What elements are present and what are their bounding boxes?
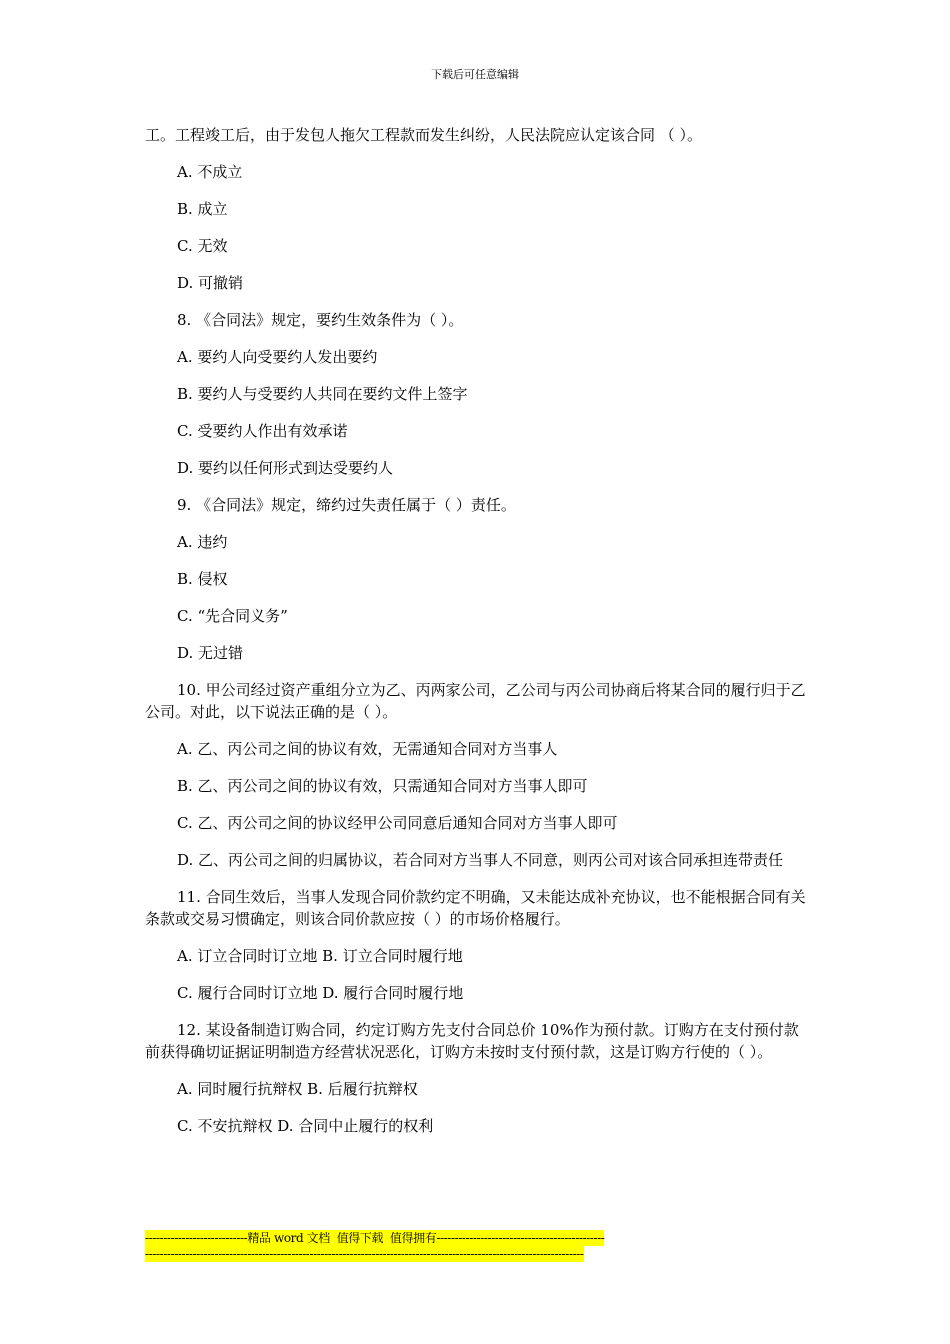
question-12-options-ab: A. 同时履行抗辩权 B. 后履行抗辩权 (177, 1080, 418, 1098)
document-body (145, 124, 810, 1152)
question-8-option-b: B. 要约人与受要约人共同在要约文件上签字 (177, 385, 468, 403)
question-10-stem: 10. 甲公司经过资产重组分立为乙、丙两家公司，乙公司与丙公司协商后将某合同的履行归于乙公司。对此，以下说法正确的是（ ）。 (145, 681, 806, 721)
footer-banner-line-2: ------------------------------------------------------------------------------------------------------------------------ (145, 1247, 584, 1261)
question-11-stem: 11. 合同生效后，当事人发现合同价款约定不明确，又未能达成补充协议，也不能根据合同有关条款或交易习惯确定，则该合同价款应按（ ）的市场价格履行。 (145, 888, 806, 928)
question-9-option-d: D. 无过错 (177, 644, 244, 662)
question-7-option-b: B. 成立 (177, 200, 228, 218)
question-10-option-c: C. 乙、丙公司之间的协议经甲公司同意后通知合同对方当事人即可 (177, 814, 618, 832)
question-9-option-c: C. “先合同义务” (177, 607, 288, 625)
question-8-stem: 8. 《合同法》规定，要约生效条件为（ ）。 (177, 311, 464, 329)
question-11-options-ab: A. 订立合同时订立地 B. 订立合同时履行地 (177, 947, 463, 965)
question-9-stem: 9. 《合同法》规定，缔约过失责任属于（ ）责任。 (177, 496, 516, 514)
question-10-option-b: B. 乙、丙公司之间的协议有效，只需通知合同对方当事人即可 (177, 777, 588, 795)
question-9-option-a: A. 违约 (177, 533, 228, 551)
question-8-option-a: A. 要约人向受要约人发出要约 (177, 348, 378, 366)
question-11-options-cd: C. 履行合同时订立地 D. 履行合同时履行地 (177, 984, 464, 1002)
question-7-stem: 工。工程竣工后，由于发包人拖欠工程款而发生纠纷，人民法院应认定该合同 （ ）。 (145, 126, 703, 144)
question-9-option-b: B. 侵权 (177, 570, 228, 588)
question-8-option-d: D. 要约以任何形式到达受要约人 (177, 459, 394, 477)
footer-banner-line-1: ----------------------------精品 word 文档 值得下载 值得拥有---------------------------------------------- (145, 1231, 605, 1245)
question-10-option-d: D. 乙、丙公司之间的归属协议，若合同对方当事人不同意，则丙公司对该合同承担连带责任 (177, 851, 784, 869)
page-footer (145, 1230, 604, 1262)
question-7-option-d: D. 可撤销 (177, 274, 244, 292)
question-7-option-c: C. 无效 (177, 237, 228, 255)
question-7-option-a: A. 不成立 (177, 163, 243, 181)
question-12-stem: 12. 某设备制造订购合同，约定订购方先支付合同总价 10%作为预付款。订购方在支付预付款前获得确切证据证明制造方经营状况恶化，订购方未按时支付预付款，这是订购方行使的（ ）。 (145, 1021, 799, 1061)
question-10-option-a: A. 乙、丙公司之间的协议有效，无需通知合同对方当事人 (177, 740, 558, 758)
question-12-options-cd: C. 不安抗辩权 D. 合同中止履行的权利 (177, 1117, 434, 1135)
page-header: 下载后可任意编辑 (431, 68, 519, 81)
question-8-option-c: C. 受要约人作出有效承诺 (177, 422, 348, 440)
